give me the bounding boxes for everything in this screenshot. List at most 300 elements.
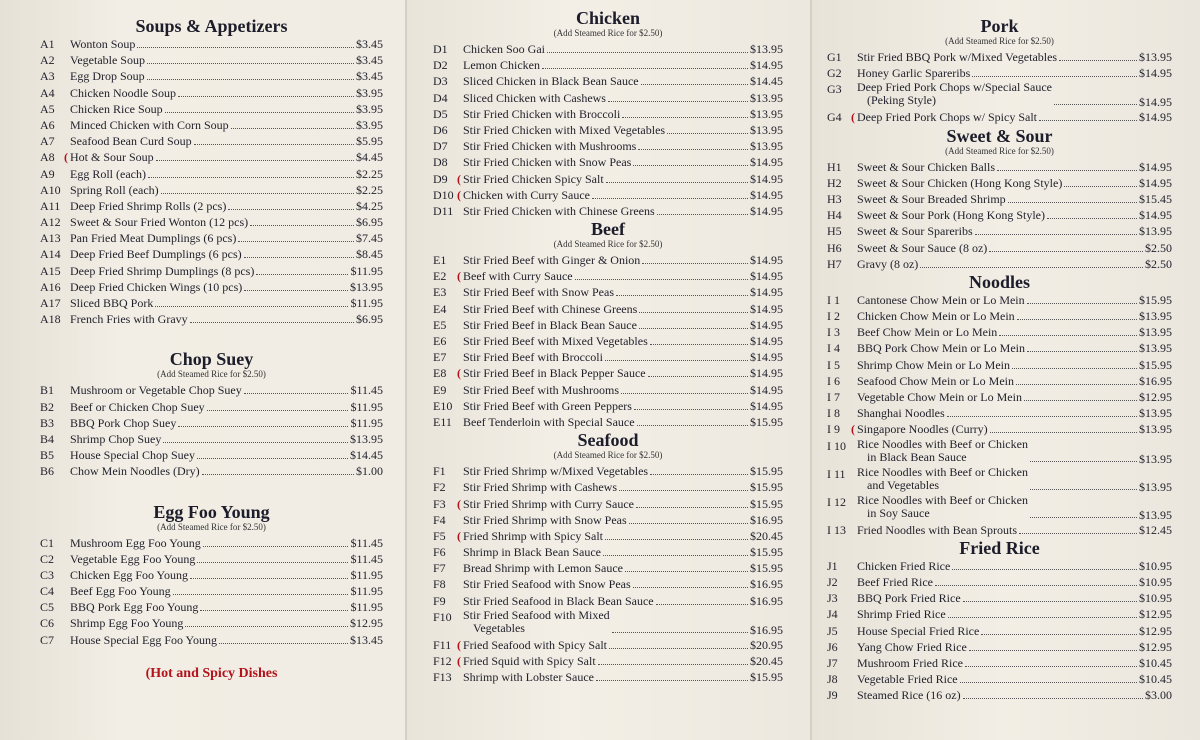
item-price: $15.95 bbox=[750, 464, 783, 479]
item-name-line: Chicken Soo Gai bbox=[463, 42, 545, 56]
item-name bbox=[70, 382, 242, 398]
dot-leader bbox=[155, 296, 348, 307]
item-price: $10.95 bbox=[1139, 558, 1172, 573]
item-name-line: Stir Fried BBQ Pork w/Mixed Vegetables bbox=[857, 50, 1058, 64]
item-name-line: Beef with Curry Sauce bbox=[463, 269, 573, 284]
item-name-line: Stir Fried Shrimp w/Mixed Vegetables bbox=[463, 464, 649, 479]
item-name-line: Vegetables bbox=[473, 620, 525, 635]
item-price: $13.95 bbox=[350, 431, 383, 446]
item-code: J1 bbox=[827, 558, 838, 573]
item-name-line: BBQ Pork Chow Mein or Lo Mein bbox=[857, 341, 1025, 356]
item-name bbox=[857, 191, 1006, 207]
item-name bbox=[463, 463, 648, 479]
item-price: $14.95 bbox=[750, 317, 783, 332]
item-price: $14.45 bbox=[750, 74, 783, 89]
menu-item bbox=[40, 382, 383, 398]
item-price: $3.45 bbox=[356, 69, 383, 84]
item-name-line: Stir Fried Shrimp with Snow Peas bbox=[463, 512, 627, 527]
item-price: $20.45 bbox=[750, 528, 783, 543]
item-price: $15.95 bbox=[750, 480, 783, 495]
dot-leader bbox=[207, 400, 349, 411]
item-code: A12 bbox=[40, 215, 61, 230]
dot-leader bbox=[1054, 94, 1137, 105]
menu-item bbox=[40, 311, 383, 327]
dot-leader bbox=[650, 464, 748, 475]
item-name bbox=[857, 671, 958, 687]
item-price: $13.95 bbox=[750, 90, 783, 105]
item-name bbox=[463, 268, 573, 284]
item-name bbox=[463, 398, 632, 414]
item-code: G3 bbox=[827, 82, 842, 97]
menu-item bbox=[433, 512, 783, 528]
menu-item bbox=[827, 223, 1172, 239]
item-price: $2.25 bbox=[356, 166, 383, 181]
item-price: $14.95 bbox=[750, 382, 783, 397]
item-name-line: Stir Fried Chicken Spicy Salt bbox=[463, 171, 604, 186]
item-name-line: Sliced Chicken with Cashews bbox=[463, 90, 606, 105]
item-price: $14.95 bbox=[1139, 110, 1172, 125]
menu-item bbox=[433, 669, 783, 685]
dot-leader bbox=[605, 529, 748, 540]
item-name-line: Mushroom or Vegetable Chop Suey bbox=[70, 383, 242, 398]
item-name-line: Stir Fried Beef with Green Peppers bbox=[463, 398, 632, 413]
item-name bbox=[463, 479, 617, 495]
item-name-line: Yang Chow Fried Rice bbox=[857, 639, 967, 654]
section-note: (Add Steamed Rice for $2.50) bbox=[157, 369, 266, 380]
item-code: I 3 bbox=[827, 325, 840, 340]
item-name-line: Vegetable Soup bbox=[70, 53, 145, 68]
menu-item bbox=[827, 558, 1172, 574]
item-code: E2 bbox=[433, 269, 447, 284]
item-name bbox=[857, 109, 1037, 125]
dot-leader bbox=[648, 366, 748, 377]
menu-panel-center bbox=[405, 0, 811, 740]
item-name bbox=[70, 415, 176, 431]
item-code: A1 bbox=[40, 37, 55, 51]
menu-item bbox=[433, 301, 783, 317]
item-price: $12.95 bbox=[350, 616, 383, 631]
menu-item bbox=[40, 246, 383, 262]
dot-leader bbox=[1017, 309, 1137, 320]
section-note: (Add Steamed Rice for $2.50) bbox=[553, 28, 663, 38]
item-name-line: Beef Egg Foo Young bbox=[70, 584, 171, 599]
item-name-line: Deep Fried Shrimp Rolls (2 pcs) bbox=[70, 198, 227, 213]
item-name bbox=[857, 240, 987, 256]
item-name-line: Stir Fried Shrimp with Curry Sauce bbox=[463, 496, 634, 511]
item-price: $14.95 bbox=[750, 187, 783, 202]
dot-leader bbox=[228, 199, 354, 210]
item-code: A8 bbox=[40, 150, 55, 165]
item-code: J5 bbox=[827, 623, 838, 638]
item-code: B4 bbox=[40, 431, 55, 446]
dot-leader bbox=[244, 383, 349, 394]
item-code: D4 bbox=[433, 90, 448, 105]
menu-item: A8 ( Hot & Sour Soup $4.45 bbox=[40, 150, 383, 165]
item-name bbox=[70, 295, 153, 311]
item-name-line: Minced Chicken with Corn Soup bbox=[70, 117, 229, 132]
item-price: $13.95 bbox=[750, 106, 783, 121]
item-name-line: Stir Fried Beef in Black Bean Sauce bbox=[463, 317, 637, 332]
item-name bbox=[463, 528, 603, 544]
dot-leader bbox=[1027, 341, 1137, 352]
item-name bbox=[857, 357, 1010, 373]
menu-item bbox=[827, 191, 1172, 207]
item-price: $11.45 bbox=[350, 535, 383, 550]
section-note: (Add Steamed Rice for $2.50) bbox=[945, 36, 1054, 46]
dot-leader bbox=[1047, 208, 1137, 219]
menu-item bbox=[40, 463, 383, 479]
item-name-line: Sweet & Sour Sauce (8 oz) bbox=[857, 240, 988, 255]
item-name-line: Stir Fried Chicken with Chinese Greens bbox=[463, 203, 655, 218]
menu-item bbox=[433, 122, 783, 138]
dot-leader bbox=[972, 66, 1137, 77]
dot-leader bbox=[238, 231, 354, 242]
item-code: A18 bbox=[40, 312, 61, 327]
item-name-line: Shrimp Fried Rice bbox=[857, 607, 946, 622]
menu-section bbox=[827, 538, 1172, 704]
dot-leader bbox=[202, 464, 354, 475]
item-code: I 8 bbox=[827, 406, 840, 421]
menu-section bbox=[433, 219, 783, 430]
item-price: $13.95 bbox=[1139, 406, 1172, 421]
dot-leader bbox=[963, 688, 1143, 699]
menu-item bbox=[40, 599, 383, 615]
item-code: H7 bbox=[827, 256, 842, 271]
dot-leader bbox=[1064, 176, 1137, 187]
item-code: E6 bbox=[433, 334, 447, 348]
menu-item bbox=[827, 308, 1172, 324]
item-name bbox=[857, 389, 1022, 405]
menu-item bbox=[827, 207, 1172, 223]
item-code: I 4 bbox=[827, 341, 840, 356]
item-name-line: Honey Garlic Spareribs bbox=[857, 66, 971, 81]
item-name-line: Stir Fried Beef in Black Pepper Sauce bbox=[463, 366, 646, 381]
item-code: J3 bbox=[827, 591, 838, 606]
item-name-line: BBQ Pork Fried Rice bbox=[857, 591, 961, 606]
item-name bbox=[70, 230, 236, 246]
item-code: I 10 bbox=[827, 438, 846, 453]
item-price: $3.95 bbox=[356, 85, 383, 100]
item-name bbox=[857, 606, 946, 622]
dot-leader bbox=[965, 656, 1137, 667]
menu-item bbox=[40, 583, 383, 599]
item-code: E5 bbox=[433, 317, 447, 332]
item-name-line: House Special Chop Suey bbox=[70, 448, 195, 463]
item-price: $13.95 bbox=[1139, 309, 1172, 324]
menu-item bbox=[40, 101, 383, 117]
item-price: $14.95 bbox=[750, 285, 783, 300]
item-price: $13.95 bbox=[1139, 451, 1172, 466]
dot-leader bbox=[137, 37, 354, 48]
dot-leader bbox=[636, 497, 748, 508]
item-code: F5 bbox=[433, 528, 446, 543]
item-code: E11 bbox=[433, 414, 452, 429]
dot-leader bbox=[161, 183, 354, 194]
item-name-line: Sliced BBQ Pork bbox=[70, 296, 154, 310]
menu-item bbox=[827, 590, 1172, 606]
item-name-line: Spring Roll (each) bbox=[70, 182, 159, 197]
item-price: $12.95 bbox=[1139, 623, 1172, 638]
item-name bbox=[463, 301, 637, 317]
item-name-line: Steamed Rice (16 oz) bbox=[857, 688, 961, 703]
dot-leader bbox=[190, 568, 348, 579]
item-name-line: Sweet & Sour Breaded Shrimp bbox=[857, 191, 1006, 206]
item-name-line: Fried Squid with Spicy Salt bbox=[463, 654, 596, 668]
section-title: Seafood bbox=[577, 430, 639, 451]
item-name-line: Shrimp Chow Mein or Lo Mein bbox=[857, 357, 1010, 372]
item-name bbox=[857, 494, 1028, 520]
item-name-line: Singapore Noodles (Curry) bbox=[857, 422, 988, 437]
menu-item bbox=[433, 138, 783, 154]
item-name-line: Seafood Chow Mein or Lo Mein bbox=[857, 373, 1014, 388]
item-name bbox=[70, 198, 226, 214]
item-price: $15.95 bbox=[750, 561, 783, 576]
item-price: $12.95 bbox=[1139, 607, 1172, 622]
item-name-line: Hot & Sour Soup bbox=[70, 150, 154, 165]
item-name bbox=[463, 171, 604, 187]
item-price: $16.95 bbox=[750, 577, 783, 592]
menu-item bbox=[40, 399, 383, 415]
item-price: $8.45 bbox=[356, 247, 383, 262]
item-price: $13.45 bbox=[350, 632, 383, 647]
menu-panel-left bbox=[0, 0, 405, 740]
item-code: I 9 bbox=[827, 422, 840, 437]
item-name bbox=[463, 90, 606, 106]
item-name-line: Sweet & Sour Pork (Hong Kong Style) bbox=[857, 208, 1045, 223]
item-code: J9 bbox=[827, 688, 838, 703]
item-name-line: Stir Fried Seafood in Black Bean Sauce bbox=[463, 593, 654, 608]
dot-leader bbox=[989, 241, 1143, 252]
menu-item: E8 ( Stir Fried Beef in Black Pepper Sauce $14.95 bbox=[433, 366, 783, 381]
item-name-line: Rice Noodles with Beef or Chicken bbox=[857, 464, 1028, 479]
item-price: $11.95 bbox=[350, 567, 383, 582]
item-name-line: Sweet & Sour Chicken (Hong Kong Style) bbox=[857, 175, 1063, 190]
menu-item bbox=[433, 609, 783, 637]
item-price: $2.50 bbox=[1145, 256, 1172, 271]
section-title: Pork bbox=[980, 16, 1019, 36]
item-name bbox=[70, 567, 188, 583]
item-name-line: Deep Fried Pork Chops w/ Spicy Salt bbox=[857, 110, 1037, 125]
item-name bbox=[463, 317, 637, 333]
item-code: C2 bbox=[40, 551, 55, 566]
item-price: $15.95 bbox=[1139, 357, 1172, 372]
item-price: $5.95 bbox=[356, 134, 383, 149]
dot-leader bbox=[975, 224, 1137, 235]
item-name bbox=[857, 438, 1028, 464]
dot-leader bbox=[990, 422, 1137, 433]
item-code: E10 bbox=[433, 398, 453, 413]
menu-item bbox=[827, 671, 1172, 687]
item-name bbox=[463, 73, 639, 89]
item-code: A6 bbox=[40, 117, 55, 132]
section-title: Noodles bbox=[968, 271, 1030, 292]
item-code: F10 bbox=[433, 609, 452, 624]
item-code: E9 bbox=[433, 382, 447, 397]
item-name-line: Stir Fried Beef with Snow Peas bbox=[463, 285, 614, 300]
item-name bbox=[857, 466, 1028, 492]
menu-item bbox=[40, 263, 383, 279]
item-name bbox=[463, 669, 594, 685]
item-name-line: Vegetable Egg Foo Young bbox=[70, 551, 196, 566]
item-name bbox=[857, 256, 918, 272]
item-price: $11.45 bbox=[350, 383, 383, 398]
item-name bbox=[70, 149, 154, 165]
dot-leader bbox=[619, 480, 748, 491]
item-name-line: Fried Noodles with Bean Sprouts bbox=[857, 522, 1017, 537]
item-price: $13.95 bbox=[1139, 325, 1172, 340]
item-name bbox=[857, 207, 1045, 223]
item-name bbox=[463, 653, 596, 669]
item-price: $13.95 bbox=[1139, 422, 1172, 437]
menu-item bbox=[433, 544, 783, 560]
item-code: E7 bbox=[433, 350, 447, 365]
fold-line bbox=[405, 0, 407, 740]
item-name-line: Sweet & Sour Fried Wonton (12 pcs) bbox=[70, 215, 249, 230]
dot-leader bbox=[147, 53, 354, 64]
item-name-line: Bread Shrimp with Lemon Sauce bbox=[463, 561, 623, 576]
section-title: Chop Suey bbox=[169, 349, 254, 370]
item-code: G1 bbox=[827, 50, 842, 64]
item-name-line: Chicken Noodle Soup bbox=[70, 85, 176, 100]
item-name bbox=[857, 421, 988, 437]
item-code: A5 bbox=[40, 101, 55, 116]
menu-item bbox=[433, 382, 783, 398]
menu-item bbox=[40, 230, 383, 246]
item-price: $20.45 bbox=[750, 654, 783, 668]
item-name bbox=[463, 382, 619, 398]
menu-item bbox=[40, 535, 383, 551]
dot-leader bbox=[163, 432, 348, 443]
item-name-line: Deep Fried Pork Chops w/Special Sauce bbox=[857, 80, 1052, 95]
item-code: A15 bbox=[40, 263, 61, 278]
item-name bbox=[70, 463, 200, 479]
dot-leader bbox=[165, 102, 354, 113]
item-name bbox=[70, 52, 145, 68]
menu-item: F3 ( Stir Fried Shrimp with Curry Sauce $15.95 bbox=[433, 496, 783, 511]
dot-leader bbox=[963, 591, 1137, 602]
item-price: $14.95 bbox=[750, 155, 783, 170]
dot-leader bbox=[1039, 110, 1137, 121]
dot-leader bbox=[605, 350, 748, 361]
item-price: $11.95 bbox=[350, 600, 383, 615]
dot-leader bbox=[625, 561, 748, 572]
item-price: $6.95 bbox=[356, 215, 383, 230]
menu-item bbox=[827, 175, 1172, 191]
item-code: A3 bbox=[40, 69, 55, 84]
item-name-line: Chicken with Curry Sauce bbox=[463, 187, 590, 202]
dot-leader bbox=[598, 654, 748, 665]
item-code: I 1 bbox=[827, 292, 840, 307]
section-note: (Add Steamed Rice for $2.50) bbox=[553, 239, 663, 250]
menu-item bbox=[40, 166, 383, 182]
dot-leader bbox=[596, 670, 748, 681]
menu-item bbox=[827, 65, 1172, 81]
item-price: $14.95 bbox=[1139, 159, 1172, 174]
section-title: Chicken bbox=[575, 8, 640, 28]
item-name bbox=[857, 308, 1015, 324]
item-code: F9 bbox=[433, 593, 446, 608]
menu-item bbox=[433, 398, 783, 414]
dot-leader bbox=[197, 448, 348, 459]
item-code: G4 bbox=[827, 110, 842, 125]
item-price: $14.95 bbox=[750, 269, 783, 284]
item-name bbox=[463, 576, 631, 592]
section-note: (Add Steamed Rice for $2.50) bbox=[553, 450, 663, 461]
item-price: $14.95 bbox=[750, 301, 783, 316]
item-code: I 5 bbox=[827, 357, 840, 372]
item-name bbox=[463, 333, 648, 349]
dot-leader bbox=[244, 280, 348, 291]
menu-item bbox=[433, 576, 783, 592]
menu-item bbox=[827, 606, 1172, 622]
item-name-line: Chicken Chow Mein or Lo Mein bbox=[857, 309, 1015, 324]
menu-item bbox=[827, 256, 1172, 272]
menu-section bbox=[40, 16, 383, 327]
item-name bbox=[70, 447, 195, 463]
item-code: C6 bbox=[40, 616, 55, 631]
menu-section bbox=[40, 349, 383, 479]
item-name-line: Pan Fried Meat Dumplings (6 pcs) bbox=[70, 231, 237, 246]
menu-section bbox=[827, 126, 1172, 272]
dot-leader bbox=[622, 107, 748, 118]
item-name bbox=[857, 522, 1017, 538]
item-code: A16 bbox=[40, 279, 61, 294]
item-price: $14.95 bbox=[750, 350, 783, 365]
menu-section bbox=[433, 8, 783, 219]
menu-item bbox=[40, 198, 383, 214]
section-note: (Add Steamed Rice for $2.50) bbox=[157, 521, 266, 532]
spicy-legend bbox=[40, 666, 383, 682]
item-name-line: Vegetable Chow Mein or Lo Mein bbox=[857, 390, 1022, 404]
item-name-line: French Fries with Gravy bbox=[70, 312, 188, 327]
menu-item bbox=[40, 295, 383, 311]
item-price: $14.95 bbox=[1139, 66, 1172, 81]
item-price: $6.95 bbox=[356, 312, 383, 327]
dot-leader bbox=[250, 215, 354, 226]
item-name-line: (Peking Style) bbox=[867, 93, 936, 108]
item-code: F4 bbox=[433, 512, 446, 527]
item-code: D6 bbox=[433, 122, 448, 137]
section-title: Soups & Appetizers bbox=[135, 16, 288, 36]
menu-item bbox=[827, 340, 1172, 356]
item-price: $14.95 bbox=[750, 203, 783, 218]
item-name bbox=[857, 623, 979, 639]
item-name bbox=[70, 263, 254, 279]
item-name bbox=[463, 284, 614, 300]
item-name-line: Stir Fried Beef with Chinese Greens bbox=[463, 301, 638, 316]
dot-leader bbox=[1008, 192, 1137, 203]
menu-item bbox=[40, 551, 383, 567]
menu-item bbox=[433, 90, 783, 106]
item-price: $14.95 bbox=[750, 58, 783, 73]
section-spacer bbox=[40, 480, 383, 502]
item-code: A14 bbox=[40, 247, 61, 262]
item-name-line: Gravy (8 oz) bbox=[857, 256, 919, 271]
dot-leader bbox=[999, 325, 1137, 336]
dot-leader bbox=[629, 513, 748, 524]
item-price: $13.95 bbox=[1139, 479, 1172, 494]
item-name-line: Stir Fried Seafood with Mixed bbox=[463, 607, 610, 622]
item-code: D5 bbox=[433, 106, 448, 121]
dot-leader bbox=[178, 86, 354, 97]
dot-leader bbox=[952, 559, 1137, 570]
item-name-line: Deep Fried Beef Dumplings (6 pcs) bbox=[70, 247, 242, 262]
item-name bbox=[463, 560, 623, 576]
menu-item bbox=[40, 214, 383, 230]
item-name bbox=[70, 182, 159, 198]
item-name-line: Stir Fried Beef with Mixed Vegetables bbox=[463, 334, 648, 348]
item-code: A7 bbox=[40, 134, 55, 149]
